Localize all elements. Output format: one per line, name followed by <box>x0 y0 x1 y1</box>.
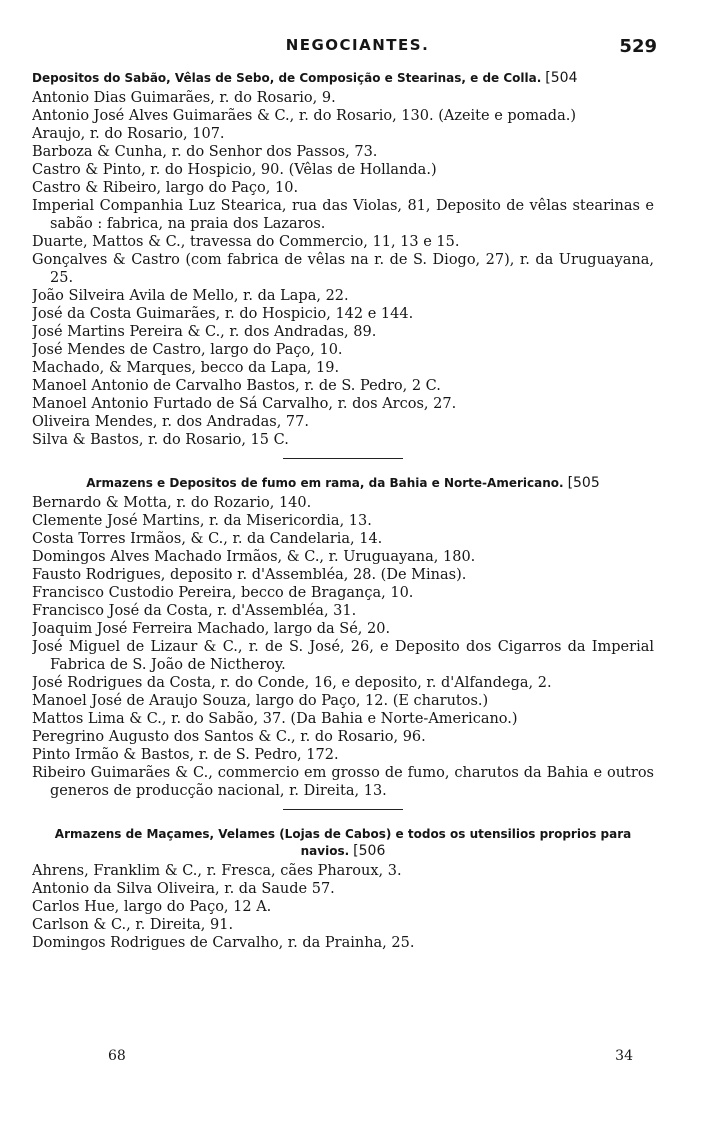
list-item: Oliveira Mendes, r. dos Andradas, 77. <box>32 414 309 430</box>
section-tobacco <box>32 475 654 800</box>
list-item: Costa Torres Irmãos, & C., r. da Candelaria, 14. <box>32 531 383 547</box>
list-item: Ahrens, Franklim & C., r. Fresca, cães Pharoux, 3. <box>32 863 402 879</box>
list-item: Pinto Irmão & Bastos, r. de S. Pedro, 172. <box>32 747 339 763</box>
list-item: José da Costa Guimarães, r. do Hospicio, 142 e 144. <box>32 306 414 322</box>
folio-mark: 34 <box>615 1048 633 1064</box>
page-footer <box>0 1048 715 1068</box>
list-item: Antonio Dias Guimarães, r. do Rosario, 9. <box>32 90 336 106</box>
list-item: Bernardo & Motta, r. do Rozario, 140. <box>32 495 312 511</box>
page-number: 529 <box>619 36 657 57</box>
list-item: Francisco José da Costa, r. d'Assembléa, 31. <box>32 603 357 619</box>
list-item: Manoel Antonio Furtado de Sá Carvalho, r. dos Arcos, 27. <box>32 396 457 412</box>
list-item: Manoel Antonio de Carvalho Bastos, r. de S. Pedro, 2 C. <box>32 378 441 394</box>
list-item: Clemente José Martins, r. da Misericordia, 13. <box>32 513 372 529</box>
section-code: [504 <box>545 70 578 86</box>
list-item: Mattos Lima & C., r. do Sabão, 37. (Da Bahia e Norte-Americano.) <box>32 711 518 727</box>
list-item: Antonio da Silva Oliveira, r. da Saude 57. <box>32 881 335 897</box>
section-divider <box>283 458 403 459</box>
section-title-text: Depositos do Sabão, Vêlas de Sebo, de Composição e Stearinas, e de Colla. <box>32 71 542 85</box>
list-item: Francisco Custodio Pereira, becco de Bragança, 10. <box>32 585 414 601</box>
list-item: Carlson & C., r. Direita, 91. <box>32 917 234 933</box>
list-item: Machado, & Marques, becco da Lapa, 19. <box>32 360 340 376</box>
list-item: Duarte, Mattos & C., travessa do Commercio, 11, 13 e 15. <box>32 234 460 250</box>
list-item: Gonçalves & Castro (com fabrica de vêlas na r. de S. Diogo, 27), r. da Uruguayana, 25. <box>32 252 654 286</box>
page-content <box>32 70 654 952</box>
section-title-text: Armazens de Maçames, Velames (Lojas de Cabos) e todos os utensilios proprios para navios. <box>54 827 632 858</box>
section-code: [506 <box>353 843 386 859</box>
list-item: João Silveira Avila de Mello, r. da Lapa, 22. <box>32 288 349 304</box>
list-item: José Rodrigues da Costa, r. do Conde, 16, e deposito, r. d'Alfandega, 2. <box>32 675 552 691</box>
list-item: Manoel José de Araujo Souza, largo do Paço, 12. (E charutos.) <box>32 693 489 709</box>
list-item: Barboza & Cunha, r. do Senhor dos Passos, 73. <box>32 144 378 160</box>
list-item: Araujo, r. do Rosario, 107. <box>32 126 225 142</box>
list-item: Antonio José Alves Guimarães & C., r. do Rosario, 130. (Azeite e pomada.) <box>32 108 576 124</box>
section-code: [505 <box>567 475 600 491</box>
section-title-text: Armazens e Depositos de fumo em rama, da Bahia e Norte-Americano. <box>86 476 564 490</box>
list-item: Carlos Hue, largo do Paço, 12 A. <box>32 899 272 915</box>
signature-mark: 68 <box>108 1048 126 1064</box>
list-item: José Miguel de Lizaur & C., r. de S. José, 26, e Deposito dos Cigarros da Imperial Fabrica de S. João de Nictheroy. <box>32 639 654 673</box>
list-item: José Mendes de Castro, largo do Paço, 10. <box>32 342 343 358</box>
list-item: Castro & Pinto, r. do Hospicio, 90. (Vêlas de Hollanda.) <box>32 162 437 178</box>
list-item: Imperial Companhia Luz Stearica, rua das Violas, 81, Deposito de vêlas stearinas e sabão : fabrica, na praia dos Lazaros. <box>32 198 654 232</box>
section-soap-candles <box>32 70 654 449</box>
section-divider <box>283 809 403 810</box>
list-item: Joaquim José Ferreira Machado, largo da Sé, 20. <box>32 621 391 637</box>
list-item: Peregrino Augusto dos Santos & C., r. do Rosario, 96. <box>32 729 426 745</box>
section-title <box>32 70 654 87</box>
running-head: NEGOCIANTES. <box>285 36 430 54</box>
list-item: Castro & Ribeiro, largo do Paço, 10. <box>32 180 299 196</box>
section-ship-supplies <box>32 826 654 952</box>
section-title <box>32 826 654 860</box>
list-item: Domingos Alves Machado Irmãos, & C., r. Uruguayana, 180. <box>32 549 476 565</box>
list-item: Silva & Bastos, r. do Rosario, 15 C. <box>32 432 289 448</box>
section-title <box>32 475 654 492</box>
list-item: Domingos Rodrigues de Carvalho, r. da Prainha, 25. <box>32 935 415 951</box>
page-header <box>0 36 715 66</box>
list-item: José Martins Pereira & C., r. dos Andradas, 89. <box>32 324 377 340</box>
list-item: Fausto Rodrigues, deposito r. d'Assembléa, 28. (De Minas). <box>32 567 467 583</box>
list-item: Ribeiro Guimarães & C., commercio em grosso de fumo, charutos da Bahia e outros generos de producção nacional, r. Direita, 13. <box>32 765 654 799</box>
